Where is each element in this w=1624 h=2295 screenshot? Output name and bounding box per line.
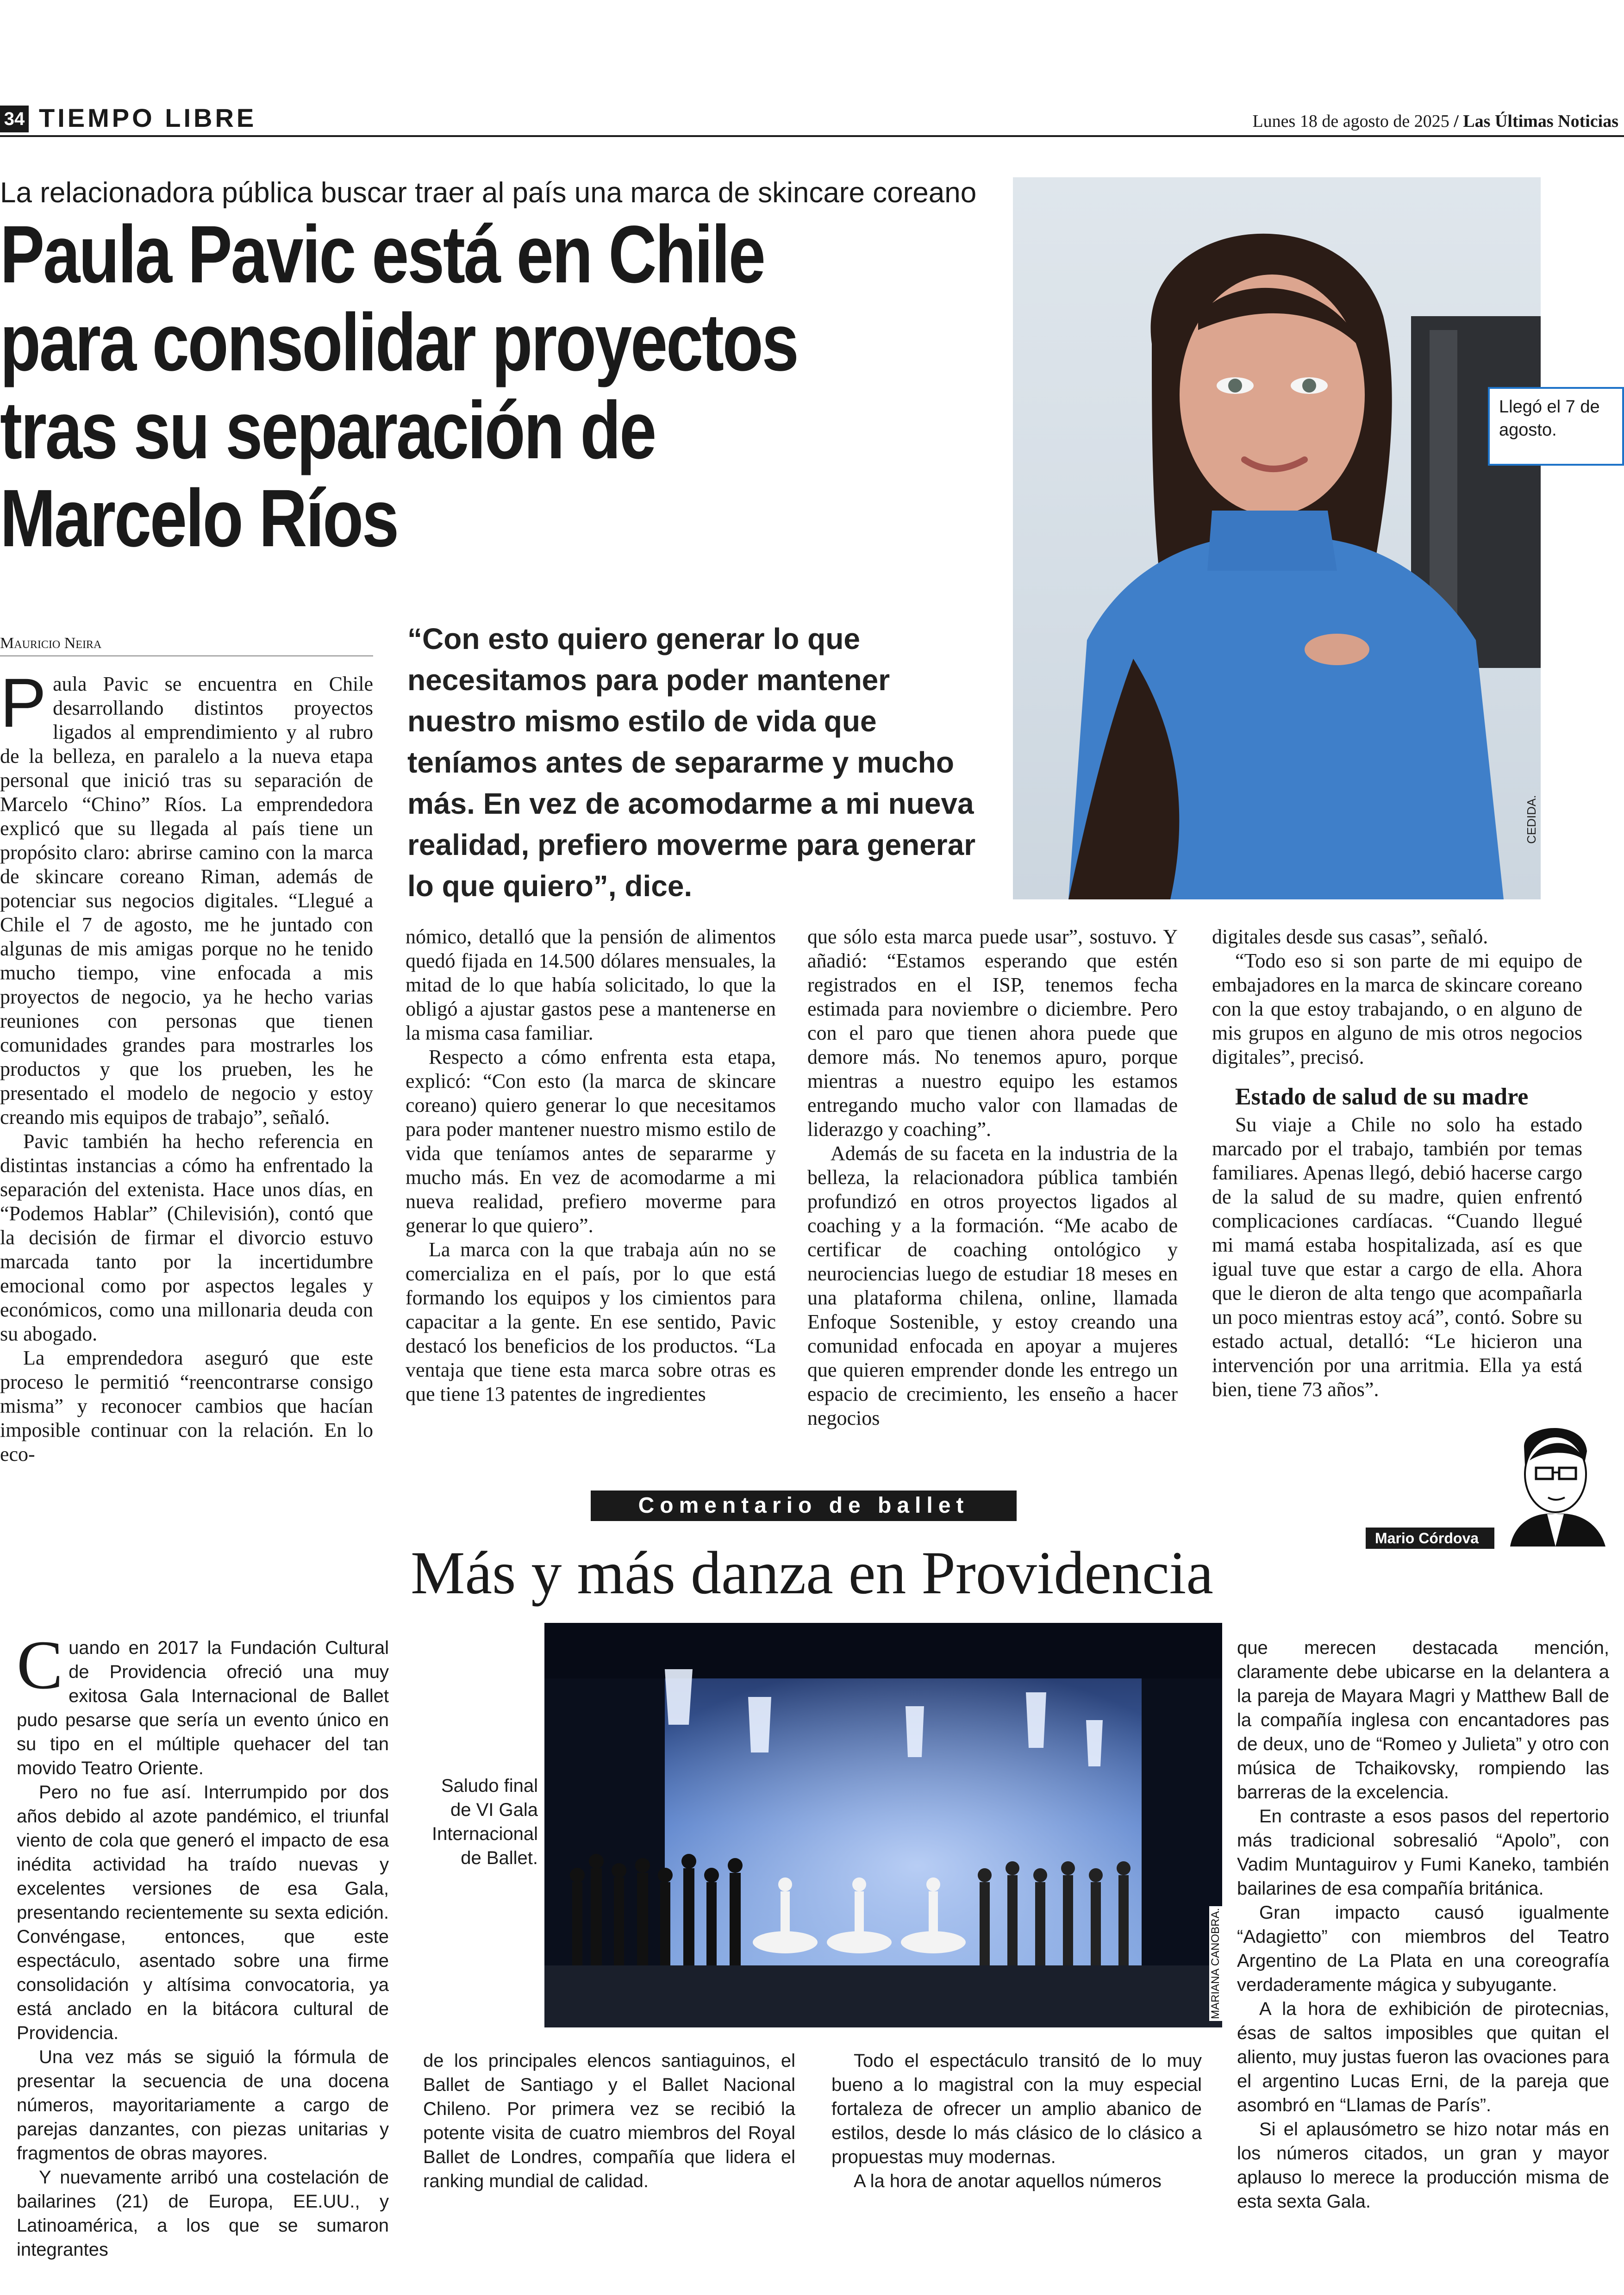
column-label: Comentario de ballet [591,1491,1017,1521]
article-kicker: La relacionadora pública buscar traer al país una marca de skincare coreano [0,177,977,209]
article2-paragraph: Una vez más se siguió la fórmula de presentar la secuencia de una docena números, mayoritariamente a cargo de parejas danzantes, con piezas unitarias y fragmentos de obras mayores. [17,2047,389,2164]
pull-quote: “Con esto quiero generar lo que necesitamos para poder mantener nuestro mismo estilo de vida que teníamos antes de separarme y mucho más. En vez de acomodarme a mi nueva realidad, prefiero moverme para generar lo que quiero”, dice. [407,622,976,903]
issue-date: Lunes 18 de agosto de 2025 [1252,112,1449,131]
article1-paragraph: “Todo eso si son parte de mi equipo de embajadores en la marca de skincare coreano con la que estoy trabajando, o en alguno de mis grupos en alguno de mis otros negocios digitales”, precisó. [1212,949,1582,1068]
article1-paragraph: digitales desde sus casas”, señaló. [1212,925,1488,948]
page-number: 34 [0,106,29,132]
ballet-photo-caption: Saludo final de VI Gala Internacional de Ballet. [431,1776,538,1868]
stage-illustration [544,1623,1222,2027]
article2-paragraph: Todo el espectáculo transitó de lo muy bueno a lo magistral con la muy especial fortaleza de ofrecer un amplio abanico de estilos, desde lo más clásico de lo clásico a propuestas muy modernas. [831,2051,1202,2167]
article2-paragraph: A la hora de anotar aquellos números [854,2171,1162,2191]
article1-paragraph: La marca con la que trabaja aún no se comercializa en el país, por lo que está formando los equipos y los cimientos para capacitar a la gente. En ese sentido, Pavic destacó los beneficios de los productos. “La ventaja que tiene esta marca sobre otras es que tiene 13 patentes de ingredientes [406,1238,776,1405]
paragraph-text: uando en 2017 la Fundación Cultural de Providencia ofreció una muy exitosa Gala Internacional de Ballet pudo pesarse que sería un evento único en su tipo en el múltiple quehacer del tan movido Teatro Oriente. [17,1638,389,1778]
article1-column-1 [0,664,373,1466]
article1-paragraph: Respecto a cómo enfrenta esta etapa, explicó: “Con esto (la marca de skincare coreano) quiero generar lo que necesitamos para poder mantener nuestro mismo estilo de vida que teníamos antes de separarme y mucho más. En vez de acomodarme a mi nueva realidad, prefiero moverme para generar lo que quiero”. [406,1046,776,1237]
article2-paragraph: Pero no fue así. Interrumpido por dos años debido al azote pandémico, el triunfal viento de cola que generó el impacto de esa inédita actividad ha traído nuevas y excelentes versiones de esa Gala, presentando recientemente su sexta edición. Convéngase, entonces, que este espectáculo, asentado sobre una firme consolidación y altísima convocatoria, ya está anclado en la bitácora cultural de Providencia. [17,1782,389,2043]
article2-column-2 [423,2049,795,2193]
subhead: Estado de salud de su madre [1235,1084,1529,1110]
article1-paragraph: que sólo esta marca puede usar”, sostuvo. Y añadió: “Estamos esperando que estén registrados en el ISP, tenemos fecha estimada para noviembre o diciembre. Pero con el paro que tienen ahora puede que demore más. No tenemos apuro, porque mientras a nuestro equipo les estamos entregando mucho valor con llamadas de liderazgo y coaching”. [807,925,1178,1141]
article1-paragraph: La emprendedora aseguró que este proceso le permitió “reencontrarse consigo misma” y reconocer cambios que hacían imposible continuar con la relación. En lo eco- [0,1347,373,1466]
article2-paragraph [17,1627,389,1780]
portrait-illustration [1013,177,1541,899]
byline: Mauricio Neira [0,633,373,656]
ballet-photo-credit: MARIANA CANOBRA. [1209,1906,1222,2021]
article1-paragraph: Su viaje a Chile no solo ha estado marcado por el trabajo, también por temas familiares. Apenas llegó, debió hacerse cargo de la salud de su madre, quien enfrentó complicaciones cardíacas. “Cuando llegué mi mamá estaba hospitalizada, así es que igual tuve que estar a cargo de ella. Ahora que le dieron de alta tengo que acompañarla un poco mientras estoy acá”, contó. Sobre su estado actual, detalló: “Le hicieron una intervención por una arritmia. Ella ya está bien, tiene 73 años”. [1212,1113,1582,1401]
article2-paragraph: que merecen destacada mención, claramente debe ubicarse en la delantera a la pareja de Mayara Magri y Matthew Ball de la compañía inglesa con encantadores pas de deux, uno de “Romeo y Julieta” y otro con música de Tchaikovsky, rompiendo las barreras de la excelencia. [1237,1638,1609,1802]
paragraph-text: aula Pavic se encuentra en Chile desarrollando distintos proyectos ligados al emprendimiento y al rubro de la belleza, en paralelo a la nueva etapa personal que inició tras su separación de Marcelo “Chino” Ríos. La emprendedora explicó que su llegada al país tiene un propósito claro: abrirse camino con la marca de skincare coreano Riman, además de potenciar sus negocios digitales. “Llegué a Chile el 7 de agosto, me he juntado con algunas de mis amigas porque no he tenido mucho tiempo, vine enfocada a mis proyectos de negocio, ya he hecho varias reuniones con personas que tienen comunidades grandes para mostrarles los productos y que los prueben, les he presentado el modelo de negocio y estoy creando mis equipos de trabajo”, señaló. [0,673,373,1129]
author-name-tag: Mario Córdova [1366,1528,1494,1549]
article1-column-2 [406,925,776,1406]
author-sketch [1496,1414,1610,1547]
photo-caption: Llegó el 7 de agosto. [1499,397,1600,440]
article2-paragraph: A la hora de exhibición de pirotecnias, ésas de saltos imposibles que quitan el aliento, muy justas fueron las ovaciones para el argentino Lucas Erni, de la pareja que asombró en “Llamas de París”. [1237,1999,1609,2115]
article2-paragraph: Si el aplausómetro se hizo notar más en los números citados, un gran y mayor aplauso lo merece la producción misma de esta sexta Gala. [1237,2119,1609,2212]
article2-paragraph: Gran impacto causó igualmente “Adagietto” con miembros del Teatro Argentino de La Plata en una coreografía verdaderamente mágica y subyugante. [1237,1902,1609,1995]
article1-column-3 [807,925,1178,1430]
article1-paragraph [0,664,373,1129]
article1-column-4 [1212,925,1582,1402]
section-title: TIEMPO LIBRE [39,103,257,132]
ballet-headline: Más y más danza en Providencia [411,1539,1213,1607]
article2-column-4 [1237,1636,1609,2214]
publication-name: / Las Últimas Noticias [1454,112,1618,131]
ballet-photo [544,1623,1222,2027]
article2-column-1 [17,1627,389,2262]
photo-caption-box [1488,387,1624,466]
article1-paragraph: Pavic también ha hecho referencia en distintas instancias a cómo ha enfrentado la separación del extenista. Hace unos días, en “Podemos Hablar” (Chilevisión), contó que la decisión de firmar el divorcio estuvo marcada tanto por la incertidumbre emocional como por aspectos legales y económicos, como una millonaria deuda con su abogado. [0,1130,373,1345]
article2-paragraph: Y nuevamente arribó una costelación de bailarines (21) de Europa, EE.UU., y Latinoamérica, a los que se sumaron integrantes [17,2167,389,2260]
drop-cap: P [0,664,47,742]
header-date-line [1252,110,1618,132]
author-portrait [1496,1414,1610,1547]
photo-credit: CEDIDA. [1524,795,1538,844]
article2-paragraph: de los principales elencos santiaguinos, el Ballet de Santiago y el Ballet Nacional Chileno. Por primera vez se recibió la potente visita de cuatro miembros del Royal Ballet de Londres, compañía que lidera el ranking mundial de calidad. [423,2051,795,2191]
article2-column-3 [831,2049,1202,2193]
portrait-photo [1013,177,1541,899]
article1-paragraph: nómico, detalló que la pensión de alimentos quedó fijada en 14.500 dólares mensuales, la mitad de lo que había solicitado, lo que la obligó a ajustar gastos pese a mantenerse en la misma casa familiar. [406,925,776,1044]
drop-cap: C [17,1627,63,1703]
header-rule [0,135,1624,137]
article1-paragraph: Además de su faceta en la industria de la belleza, la relacionadora pública también profundizó en otros proyectos ligados al coaching y a la formación. “Me acabo de certificar de coaching ontológico y neurociencias luego de estudiar 18 meses en una plataforma chilena, online, llamada Enfoque Sostenible, y estoy creando una comunidad enfocada en apoyar a mujeres que quieren emprender donde les entrego un espacio de crecimiento, les enseño a hacer negocios [807,1142,1178,1429]
article2-paragraph: En contraste a esos pasos del repertorio más tradicional sobresalió “Apolo”, con Vadim Muntaguirov y Fumi Kaneko, también bailarines de esa compañía británica. [1237,1806,1609,1899]
article-headline: Paula Pavic está en Chile para consolidar proyectos tras su separación de Marcelo Ríos [0,209,798,564]
